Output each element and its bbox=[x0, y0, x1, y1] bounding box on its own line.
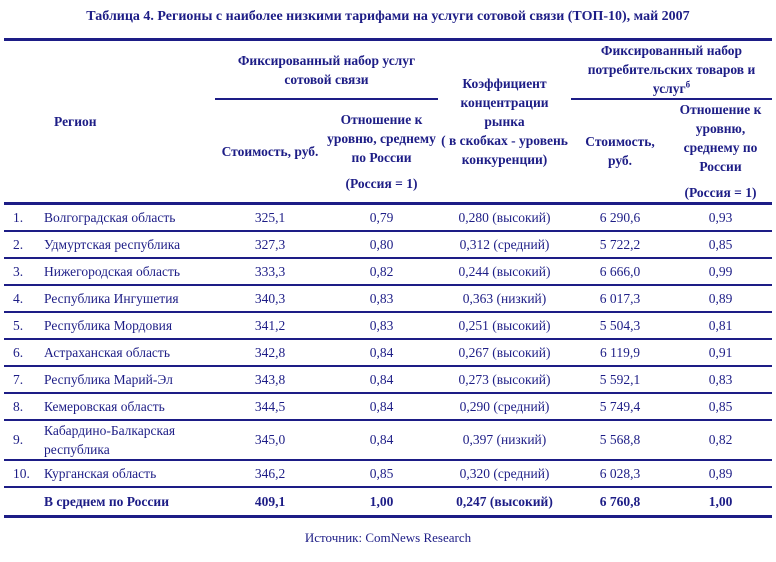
consumer-ratio-cell: 0,89 bbox=[669, 285, 772, 312]
consumer-ratio-note: (Россия = 1) bbox=[684, 185, 757, 200]
total-row bbox=[4, 487, 772, 517]
column-group-cellular-services bbox=[215, 40, 438, 100]
cellular-ratio-cell: 0,79 bbox=[325, 204, 438, 231]
cellular-cost-cell: 344,5 bbox=[215, 393, 325, 420]
table-row bbox=[4, 312, 772, 339]
consumer-cost-cell: 6 760,8 bbox=[571, 487, 669, 517]
table-row bbox=[4, 339, 772, 366]
consumer-cost-cell: 6 290,6 bbox=[571, 204, 669, 231]
concentration-cell: 0,290 (средний) bbox=[438, 393, 571, 420]
region-cell: Астраханская область bbox=[38, 339, 215, 366]
consumer-cost-cell: 6 119,9 bbox=[571, 339, 669, 366]
column-header-market-concentration bbox=[438, 40, 571, 204]
table-row bbox=[4, 285, 772, 312]
consumer-ratio-cell: 0,93 bbox=[669, 204, 772, 231]
cellular-ratio-note: (Россия = 1) bbox=[345, 175, 418, 191]
table-row bbox=[4, 366, 772, 393]
table-row bbox=[4, 420, 772, 460]
concentration-cell: 0,244 (высокий) bbox=[438, 258, 571, 285]
column-header-region: Регион bbox=[4, 40, 215, 204]
concentration-cell: 0,397 (низкий) bbox=[438, 420, 571, 460]
consumer-cost-cell: 5 749,4 bbox=[571, 393, 669, 420]
row-number-cell: 1. bbox=[4, 204, 38, 231]
tariffs-table bbox=[4, 38, 772, 518]
column-group-consumer-label: Фиксированный набор потребительских товаров и услуг bbox=[587, 43, 756, 96]
table-row bbox=[4, 231, 772, 258]
concentration-cell: 0,247 (высокий) bbox=[438, 487, 571, 517]
table-header bbox=[4, 40, 772, 204]
cellular-cost-cell: 409,1 bbox=[215, 487, 325, 517]
cellular-ratio-cell: 0,84 bbox=[325, 366, 438, 393]
cellular-cost-cell: 340,3 bbox=[215, 285, 325, 312]
concentration-cell: 0,363 (низкий) bbox=[438, 285, 571, 312]
consumer-cost-cell: 5 568,8 bbox=[571, 420, 669, 460]
cellular-cost-cell: 346,2 bbox=[215, 460, 325, 487]
cellular-ratio-cell: 1,00 bbox=[325, 487, 438, 517]
region-cell: Республика Марий-Эл bbox=[38, 366, 215, 393]
row-number-cell: 3. bbox=[4, 258, 38, 285]
consumer-cost-cell: 6 017,3 bbox=[571, 285, 669, 312]
consumer-ratio-cell: 0,89 bbox=[669, 460, 772, 487]
row-number-cell: 8. bbox=[4, 393, 38, 420]
column-group-cellular-label: Фиксированный набор услуг сотовой связи bbox=[237, 52, 416, 87]
table-body bbox=[4, 204, 772, 517]
document-page bbox=[0, 8, 776, 562]
consumer-ratio-cell: 1,00 bbox=[669, 487, 772, 517]
consumer-cost-cell: 5 504,3 bbox=[571, 312, 669, 339]
cellular-cost-cell: 342,8 bbox=[215, 339, 325, 366]
row-number-cell: 7. bbox=[4, 366, 38, 393]
column-header-cellular-cost bbox=[215, 99, 325, 204]
consumer-ratio-cell: 0,99 bbox=[669, 258, 772, 285]
consumer-ratio-cell: 0,91 bbox=[669, 339, 772, 366]
column-header-consumer-ratio bbox=[669, 99, 772, 204]
region-cell: Нижегородская область bbox=[38, 258, 215, 285]
region-cell: Волгоградская область bbox=[38, 204, 215, 231]
table-title: Таблица 4. Регионы с наиболее низкими тарифами на услуги сотовой связи (ТОП-10), май 2007 bbox=[86, 9, 690, 24]
region-cell: Республика Ингушетия bbox=[38, 285, 215, 312]
footnote-marker: б bbox=[685, 79, 691, 90]
concentration-cell: 0,273 (высокий) bbox=[438, 366, 571, 393]
cellular-cost-cell: 327,3 bbox=[215, 231, 325, 258]
cellular-ratio-label: Отношение к уровню, среднему по России bbox=[327, 111, 436, 165]
table-row bbox=[4, 393, 772, 420]
cellular-ratio-cell: 0,82 bbox=[325, 258, 438, 285]
cellular-ratio-cell: 0,84 bbox=[325, 339, 438, 366]
cellular-ratio-cell: 0,85 bbox=[325, 460, 438, 487]
concentration-note: ( в скобках - уровень конкуренции) bbox=[441, 133, 568, 167]
table-row bbox=[4, 258, 772, 285]
cellular-ratio-cell: 0,84 bbox=[325, 420, 438, 460]
region-cell: Курганская область bbox=[38, 460, 215, 487]
concentration-title: Коэффициент концентрации рынка bbox=[460, 76, 549, 129]
consumer-ratio-cell: 0,85 bbox=[669, 231, 772, 258]
consumer-ratio-cell: 0,81 bbox=[669, 312, 772, 339]
cellular-cost-cell: 333,3 bbox=[215, 258, 325, 285]
row-number-cell: 5. bbox=[4, 312, 38, 339]
consumer-cost-cell: 6 028,3 bbox=[571, 460, 669, 487]
concentration-cell: 0,251 (высокий) bbox=[438, 312, 571, 339]
row-number-cell: 4. bbox=[4, 285, 38, 312]
cellular-cost-cell: 343,8 bbox=[215, 366, 325, 393]
concentration-cell: 0,267 (высокий) bbox=[438, 339, 571, 366]
region-cell: В среднем по России bbox=[38, 487, 215, 517]
row-number-cell: 10. bbox=[4, 460, 38, 487]
cellular-cost-cell: 345,0 bbox=[215, 420, 325, 460]
consumer-cost-cell: 6 666,0 bbox=[571, 258, 669, 285]
row-number-cell: 9. bbox=[4, 420, 38, 460]
column-header-consumer-cost bbox=[571, 99, 669, 204]
column-header-cellular-ratio bbox=[325, 99, 438, 204]
cellular-ratio-cell: 0,83 bbox=[325, 285, 438, 312]
cellular-ratio-cell: 0,84 bbox=[325, 393, 438, 420]
concentration-cell: 0,320 (средний) bbox=[438, 460, 571, 487]
table-row bbox=[4, 460, 772, 487]
region-cell: Республика Мордовия bbox=[38, 312, 215, 339]
region-cell: Удмуртская республика bbox=[38, 231, 215, 258]
row-number-cell: 2. bbox=[4, 231, 38, 258]
cellular-cost-cell: 325,1 bbox=[215, 204, 325, 231]
consumer-ratio-cell: 0,83 bbox=[669, 366, 772, 393]
concentration-cell: 0,280 (высокий) bbox=[438, 204, 571, 231]
consumer-cost-cell: 5 592,1 bbox=[571, 366, 669, 393]
source-note: Источник: ComNews Research bbox=[304, 530, 472, 545]
consumer-ratio-label: Отношение к уровню, среднему по России bbox=[679, 102, 762, 174]
consumer-cost-cell: 5 722,2 bbox=[571, 231, 669, 258]
region-cell: Кемеровская область bbox=[38, 393, 215, 420]
table-row bbox=[4, 204, 772, 231]
cellular-ratio-cell: 0,83 bbox=[325, 312, 438, 339]
concentration-cell: 0,312 (средний) bbox=[438, 231, 571, 258]
consumer-cost-label: Стоимость, руб. bbox=[585, 134, 655, 168]
row-number-cell bbox=[4, 487, 38, 517]
cellular-ratio-cell: 0,80 bbox=[325, 231, 438, 258]
cellular-cost-label: Стоимость, руб. bbox=[221, 143, 319, 159]
region-cell: Кабардино-Балкарская республика bbox=[38, 420, 215, 460]
column-group-consumer-basket bbox=[571, 40, 772, 100]
row-number-cell: 6. bbox=[4, 339, 38, 366]
cellular-cost-cell: 341,2 bbox=[215, 312, 325, 339]
consumer-ratio-cell: 0,85 bbox=[669, 393, 772, 420]
consumer-ratio-cell: 0,82 bbox=[669, 420, 772, 460]
